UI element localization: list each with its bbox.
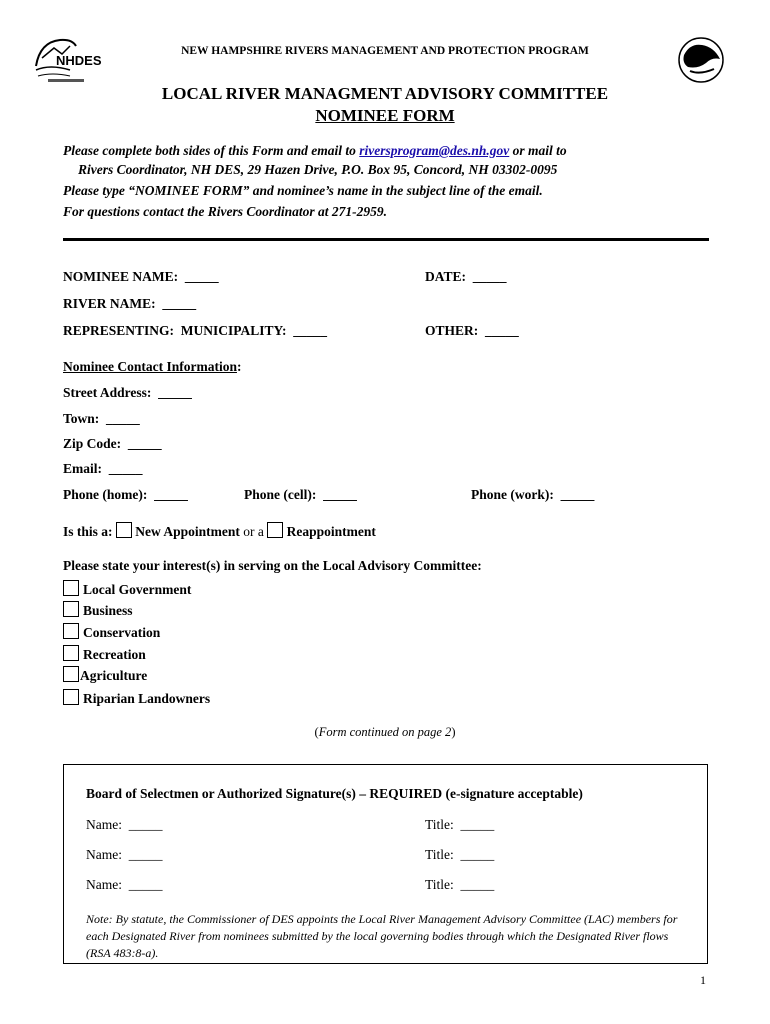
street-address-field[interactable] — [63, 385, 192, 401]
street-label: Street Address: — [63, 385, 152, 400]
option-label: Conservation — [83, 625, 161, 640]
municipality-label: MUNICIPALITY: — [180, 323, 287, 338]
option-label: Local Government — [83, 582, 192, 597]
phone-home-field[interactable] — [63, 487, 188, 503]
signature-name-field[interactable] — [86, 817, 163, 833]
appointment-prefix: Is this a: — [63, 524, 113, 539]
river-name-label: RIVER NAME: — [63, 296, 156, 311]
other-label: OTHER: — [425, 323, 479, 338]
phone-work-field[interactable] — [471, 487, 594, 503]
zip-code-field[interactable] — [63, 436, 162, 452]
name-label: Name: — [86, 817, 122, 832]
signature-title-field[interactable] — [425, 847, 494, 863]
option-label: Agriculture — [80, 668, 148, 683]
title-label: Title: — [425, 847, 454, 862]
contact-heading-text: Nominee Contact Information — [63, 359, 237, 374]
date-label: DATE: — [425, 269, 467, 284]
divider — [63, 238, 709, 241]
nhdes-logo — [30, 36, 105, 86]
email-field[interactable] — [63, 461, 143, 477]
interest-option[interactable] — [63, 689, 210, 707]
continued-text: Form continued on page 2 — [318, 725, 452, 739]
nominee-name-blank[interactable]: _____ — [184, 269, 219, 284]
phone-cell-blank[interactable]: _____ — [323, 487, 357, 502]
other-blank[interactable]: _____ — [485, 323, 519, 338]
statute-note: Note: By statute, the Commissioner of DES appoints the Local River Management Advisory Committee (LAC) members for each Designated River from nominees submitted by the local governing bodies through which the Designated River flows (RSA 483:8-a). — [86, 912, 678, 960]
intro-text: or mail to — [509, 143, 567, 158]
intro-line-4: For questions contact the Rivers Coordinator at 271-2959. — [63, 204, 388, 219]
continued-note — [0, 725, 770, 740]
or-text: or a — [243, 524, 264, 539]
agriculture-checkbox[interactable] — [63, 666, 79, 682]
contact-heading — [63, 359, 241, 375]
state-seal-icon — [676, 35, 726, 85]
reappointment-label: Reappointment — [286, 524, 376, 539]
option-label: Business — [83, 603, 133, 618]
logo-text: NHDES — [56, 53, 102, 68]
local-government-checkbox[interactable] — [63, 580, 79, 596]
phone-work-blank[interactable]: _____ — [560, 487, 595, 502]
conservation-checkbox[interactable] — [63, 623, 79, 639]
email-label: Email: — [63, 461, 102, 476]
phone-cell-label: Phone (cell): — [244, 487, 317, 502]
town-field[interactable] — [63, 411, 140, 427]
street-blank[interactable]: _____ — [158, 385, 192, 400]
interest-option[interactable] — [63, 601, 133, 619]
title-label: Title: — [425, 817, 454, 832]
page-number: 1 — [700, 973, 706, 987]
intro-line-3: Please type “NOMINEE FORM” and nominee’s name in the subject line of the email. — [63, 183, 543, 198]
signature-title-field[interactable] — [425, 817, 494, 833]
date-blank[interactable]: _____ — [472, 269, 507, 284]
signature-name-field[interactable] — [86, 877, 163, 893]
representing-label: REPRESENTING: — [63, 323, 175, 338]
date-field[interactable] — [425, 269, 507, 285]
new-appointment-checkbox[interactable] — [116, 522, 132, 538]
business-checkbox[interactable] — [63, 601, 79, 617]
paren-open: ( — [314, 725, 319, 739]
appointment-type — [63, 522, 376, 540]
intro-text: Please complete both sides of this Form and email to — [63, 143, 360, 158]
nominee-name-label: NOMINEE NAME: — [63, 269, 179, 284]
name-blank[interactable]: _____ — [128, 847, 163, 862]
new-appointment-label: New Appointment — [135, 524, 240, 539]
intro-line-2: Rivers Coordinator, NH DES, 29 Hazen Drive, P.O. Box 95, Concord, NH 03302-0095 — [78, 162, 558, 177]
interest-option[interactable] — [63, 580, 191, 598]
recreation-checkbox[interactable] — [63, 645, 79, 661]
phone-cell-field[interactable] — [244, 487, 357, 503]
signature-title: Board of Selectmen or Authorized Signature(s) – REQUIRED (e-signature acceptable) — [86, 786, 583, 801]
signature-name-field[interactable] — [86, 847, 163, 863]
form-subtitle: NOMINEE FORM — [315, 106, 455, 125]
representing-field[interactable] — [63, 323, 327, 339]
phone-home-blank[interactable]: _____ — [154, 487, 188, 502]
interest-option[interactable] — [63, 645, 146, 663]
interest-option[interactable] — [63, 623, 160, 641]
form-title: LOCAL RIVER MANAGMENT ADVISORY COMMITTEE — [161, 84, 609, 103]
title-blank[interactable]: _____ — [460, 847, 495, 862]
phone-home-label: Phone (home): — [63, 487, 148, 502]
municipality-blank[interactable]: _____ — [293, 323, 328, 338]
title-blank[interactable]: _____ — [460, 877, 495, 892]
paren-close: ) — [451, 725, 456, 739]
option-label: Recreation — [83, 647, 146, 662]
interests-question: Please state your interest(s) in serving on the Local Advisory Committee: — [63, 558, 482, 573]
name-label: Name: — [86, 847, 122, 862]
river-name-field[interactable] — [63, 296, 196, 312]
river-name-blank[interactable]: _____ — [162, 296, 197, 311]
option-label: Riparian Landowners — [83, 691, 211, 706]
name-label: Name: — [86, 877, 122, 892]
title-blank[interactable]: _____ — [460, 817, 495, 832]
name-blank[interactable]: _____ — [128, 877, 163, 892]
other-field[interactable] — [425, 323, 519, 339]
title-label: Title: — [425, 877, 454, 892]
email-link[interactable]: riversprogram@des.nh.gov — [359, 143, 510, 158]
phone-work-label: Phone (work): — [471, 487, 554, 502]
intro-line-1 — [63, 143, 567, 159]
nominee-name-field[interactable] — [63, 269, 219, 285]
name-blank[interactable]: _____ — [128, 817, 163, 832]
town-label: Town: — [63, 411, 100, 426]
email-blank[interactable]: _____ — [108, 461, 143, 476]
zip-label: Zip Code: — [63, 436, 122, 451]
reappointment-checkbox[interactable] — [267, 522, 283, 538]
zip-blank[interactable]: _____ — [127, 436, 162, 451]
interest-option[interactable] — [63, 666, 147, 684]
riparian-landowners-checkbox[interactable] — [63, 689, 79, 705]
program-name: NEW HAMPSHIRE RIVERS MANAGEMENT AND PROTECTION PROGRAM — [181, 45, 589, 57]
contact-heading-colon: : — [236, 359, 242, 374]
town-blank[interactable]: _____ — [106, 411, 140, 426]
signature-title-field[interactable] — [425, 877, 494, 893]
